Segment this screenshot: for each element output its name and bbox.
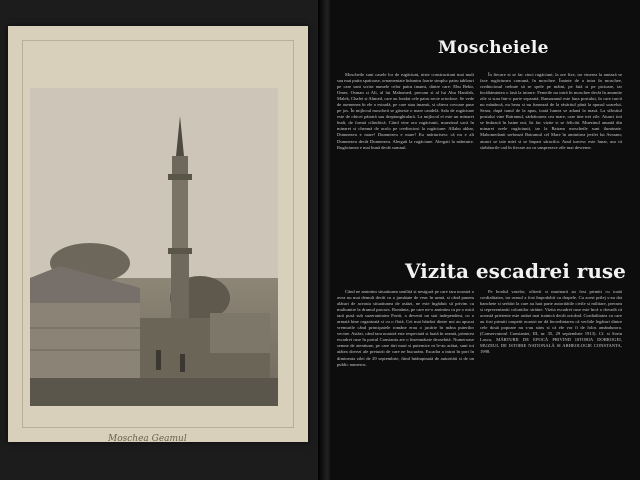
photo-card <box>8 26 308 442</box>
vizita-column-1 <box>337 289 474 474</box>
paragraph: Pe bordul vaselor, ofiterii si marinarii au fost primiti cu toată cordialitatea, iar orasul a fost împodobit cu drapele. Cu acest prilej s-au dat banchete si serbări la care au luat parte autoritătile civile si militare, precum si reprezentantii coloniilor străine. Vizita escadrei ruse este încă o dovadă că această prietenie este astăzi mai trainică decât oricând. Cordialitatea cu care au fost primiti oaspetii noastri ne dă încredintarea că vechile legături dintre cele două popoare nu s-au stins si că ele vor fi de folos amândurora. (Conservatorul Constantei, III, nr. 35, 29 septembrie 1913). Cf. si Sorin Lascu, MĂRTURII DE EPOCĂ PRIVIND ISTORIA DOBROGEI, MUZEUL DE ISTORIE NATIONALĂ SI ARHEOLOGIE CONSTANTA, 1998. <box>480 289 622 355</box>
vizita-column-2 <box>480 289 622 449</box>
paragraph: În fiecare zi se fac cinci rugăciuni, la ore fixe, iar vinerea la amiază se face rugăciunea comună, în moschee. Înainte de a intra în moschee, credinciosul trebuie să se spele pe mâini, pe fată si pe picioare, iar încăltămintea o lasă la intrare. Femeile nu intră în moschee decât în anumite zile si stau într-o parte separată. Ramazanul este luna postului, în care turcii nu mănâncă, nu beau si nu fumează de la răsăritul până la apusul soarelui. Seara, după tunul de la apus, toată lumea se adună la masă. La sfârsitul postului vine Bairamul, sărbătoarea cea mare, care tine trei zile. Atunci toti se îmbracă în haine noi, îsi fac vizite si se felicită. Muezinul anuntă din minaret orele rugăciunii, iar la Bairam moscheile sunt iluminate. Mahomedanii serbează Bairamul cel Mare în amintirea jertfei lui Avraam; atunci se taie miei si se împart săracilor. Anul turcesc este lunar, asa că sărbătorile cad în fiecare an cu unsprezece zile mai devreme. <box>480 72 622 150</box>
paragraph: Moscheile sunt casele lor de rugăciuni, niste constructiuni mai mult sau mai putin spatioase, ornamentate înăuntru foarte simplu: patru tablouri pe care sunt scrise numele celor patru imami, dintre care: Ebu Bekir, Omer, Osman si Ali, al lui Mahomed, precum si al lui Abu Hanifah, Malek, Chafei si Ahmed, care au fondat cele patru secte ortodoxe. Se vede de asemenea în ele o estradă, pe care stau imamii, si câteva covoare puse pe jos. În mijlocul moscheii se găseste o mare candelă. Sala de rugăciune este de obicei pătrată sau dreptunghiulară. La mijlocul ei este un minaret înalt, de formă cilindrică. Când vine ora rugăciunii, muezinul urcă în minaret si cheamă de acolo pe credinciosi la rugăciune: Allahu akbar, Dumnezeu e mare! Dumnezeu e mare! Eu mărturisesc că nu e alt Dumnezeu decât Dumnezeu. Alergati la rugăciune. Alergati la mântuire. Rugăciunea e mai bună decât somnul. <box>337 72 474 150</box>
moscheiele-column-2 <box>480 72 622 250</box>
moscheiele-column-1 <box>337 72 474 250</box>
section-title-moscheiele: Moscheiele <box>438 38 549 58</box>
paragraph: Când ne amintim situatiunea umilită si nesigură pe care tara noastră o avea nu mai demult decât cu o jumătate de veac în urmă, si când punem alături de aceasta situatiunea de astăzi, ne este îngăduit să privim cu multumire la drumul parcurs. România, pe care ne-o amintim ca pe o mică tară pusă sub suzeranitatea Portii, a devenit un stat independent, cu o armată bine organizată si cu o flotă. Cei mai bătrâni dintre noi au apucat vremurile când principatele române erau o jucărie în mâna puterilor vecine. Astăzi, când tara noastră este respectată si luată în seamă, primirea escadrei ruse în portul Constanta are o însemnătate deosebită. Numeroase semne de atentiune, pe care tări mari si puternice ni le-au arătat, sunt tot atâtea dovezi ale pretuirii de care ne bucurăm. Escadra a intrat în port în dimineata zilei de 29 septembrie, fiind întâmpinată de autorităti si de un public numeros. <box>337 289 474 367</box>
mosque-illustration <box>30 88 278 406</box>
photo-caption: Moschea Geamul <box>108 434 187 444</box>
section-title-vizita: Vizita escadrei ruse <box>405 259 626 283</box>
mosque-photograph <box>30 88 278 406</box>
